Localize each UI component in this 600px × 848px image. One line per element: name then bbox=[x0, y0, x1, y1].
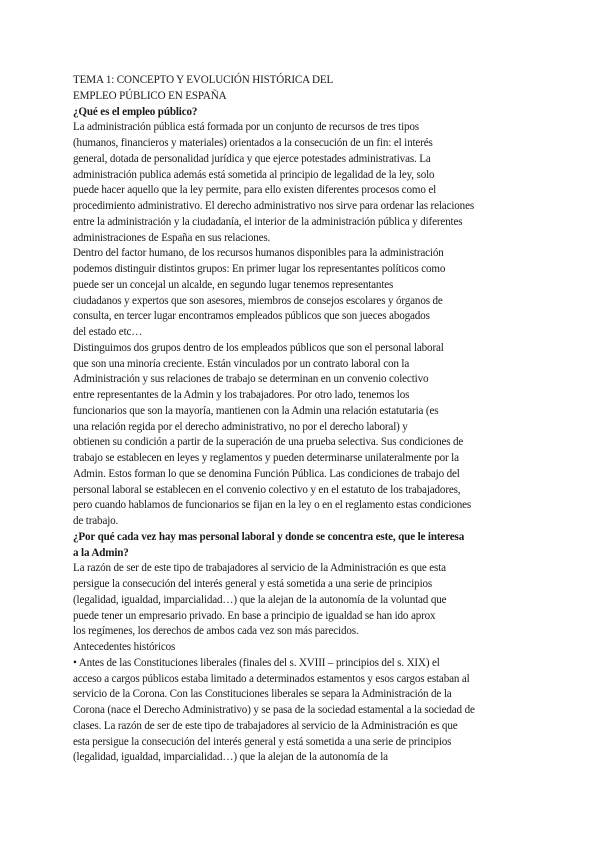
para-3-line: obtienen su condición a partir de la superación de una prueba selectiva. Sus condiciones de bbox=[73, 436, 464, 449]
para-1-line: procedimiento administrativo. El derecho administrativo nos sirve para ordenar las relaciones bbox=[73, 200, 475, 212]
heading-personal-laboral-line-1: ¿Por qué cada vez hay mas personal laboral y donde se concentra este, que le interesa bbox=[73, 530, 465, 543]
para-3-line: de trabajo. bbox=[73, 515, 119, 527]
para-4-line: puede tener un empresario privado. En base a principio de igualdad se han ido aprox bbox=[73, 609, 436, 622]
para-2-line: podemos distinguir distintos grupos: En primer lugar los representantes políticos como bbox=[73, 263, 446, 275]
para-5-line: Corona (nace el Derecho Administrativo) y se pasa de la sociedad estamental a la sociedad de bbox=[73, 704, 475, 716]
para-2-line: Dentro del factor humano, de los recursos humanos disponibles para la administración bbox=[73, 247, 444, 260]
para-5-line: (legalidad, igualdad, imparcialidad…) que la alejan de la autonomía de la bbox=[73, 751, 388, 764]
para-3-line: Distinguimos dos grupos dentro de los empleados públicos que son el personal laboral bbox=[73, 341, 444, 354]
para-3-line: Admin. Estos forman lo que se denomina Función Pública. Las condiciones de trabajo del bbox=[73, 467, 460, 480]
heading-que-es-empleo-publico: ¿Qué es el empleo público? bbox=[73, 105, 198, 118]
para-3-line: funcionarios que son la mayoría, mantienen con la Admin una relación estatutaria (es bbox=[73, 404, 439, 417]
para-3-line: entre representantes de la Admin y los trabajadores. Por otro lado, tenemos los bbox=[73, 389, 410, 401]
para-3-line: pero cuando hablamos de funcionarios se fijan en la ley o en el reglamento estas condiciones bbox=[73, 499, 472, 512]
para-5-line: servicio de la Corona. Con las Constituciones liberales se separa la Administración de la bbox=[73, 688, 452, 701]
para-4-line: La razón de ser de este tipo de trabajadores al servicio de la Administración es que esta bbox=[73, 562, 446, 575]
subheading-antecedentes: Antecedentes históricos bbox=[73, 641, 176, 653]
para-1-line: La administración pública está formada por un conjunto de recursos de tres tipos bbox=[73, 121, 419, 134]
para-3-line: una relación regida por el derecho administrativo, no por el derecho laboral) y bbox=[73, 420, 408, 433]
para-1-line: general, dotada de personalidad jurídica y que ejerce potestades administrativas. La bbox=[73, 152, 431, 165]
para-3-line: personal laboral se establecen en el convenio colectivo y en el estatuto de los trabajadores, bbox=[73, 483, 461, 496]
para-4-line: persigue la consecución del interés general y está sometida a una serie de principios bbox=[73, 578, 433, 590]
para-3-line: Administración y sus relaciones de trabajo se determinan en un convenio colectivo bbox=[73, 373, 429, 386]
para-5-line: esta persigue la consecución del interés general y está sometida a una serie de principios bbox=[73, 735, 452, 748]
para-4-line: (legalidad, igualdad, imparcialidad…) que la alejan de la autonomía de la voluntad que bbox=[73, 593, 447, 606]
para-1-line: entre la administración y la ciudadanía, el interior de la administración pública y diferentes bbox=[73, 215, 463, 228]
para-2-line: consulta, en tercer lugar encontramos empleados públicos que son jueces abogados bbox=[73, 310, 430, 323]
para-1-line: puede hacer aquello que la ley permite, para ello existen diferentes procesos como el bbox=[73, 184, 437, 197]
title-line-2: EMPLEO PÚBLICO EN ESPAÑA bbox=[73, 89, 227, 102]
para-5-line: clases. La razón de ser de este tipo de trabajadores al servicio de la Administración es que bbox=[73, 719, 458, 732]
para-3-line: que son una minoría creciente. Están vinculados por un contrato laboral con la bbox=[73, 357, 410, 370]
heading-personal-laboral-line-2: a la Admin? bbox=[73, 546, 129, 559]
title-line-1: TEMA 1: CONCEPTO Y EVOLUCIÓN HISTÓRICA DEL bbox=[73, 74, 334, 86]
para-2-line: del estado etc… bbox=[73, 326, 143, 338]
document-page bbox=[73, 73, 529, 766]
para-2-line: puede ser un concejal un alcalde, en segundo lugar tenemos representantes bbox=[73, 278, 394, 291]
para-4-line: los regímenes, los derechos de ambos cada vez son más parecidos. bbox=[73, 625, 359, 638]
para-1-line: (humanos, financieros y materiales) orientados a la consecución de un fin: el interés bbox=[73, 137, 433, 149]
para-3-line: trabajo se establecen en leyes y reglamentos y pueden determinarse unilateralmente por la bbox=[73, 452, 459, 464]
para-5-line: acceso a cargos públicos estaba limitado a determinados estamentos y esos cargos estaban al bbox=[73, 672, 470, 685]
para-5-line: • Antes de las Constituciones liberales (finales del s. XVIII – principios del s. XIX) el bbox=[73, 656, 440, 669]
para-1-line: administraciones de España en sus relaciones. bbox=[73, 231, 271, 244]
para-2-line: ciudadanos y expertos que son asesores, miembros de consejos escolares y órganos de bbox=[73, 294, 443, 307]
para-1-line: administración publica además está sometida al principio de legalidad de la ley, solo bbox=[73, 168, 435, 181]
